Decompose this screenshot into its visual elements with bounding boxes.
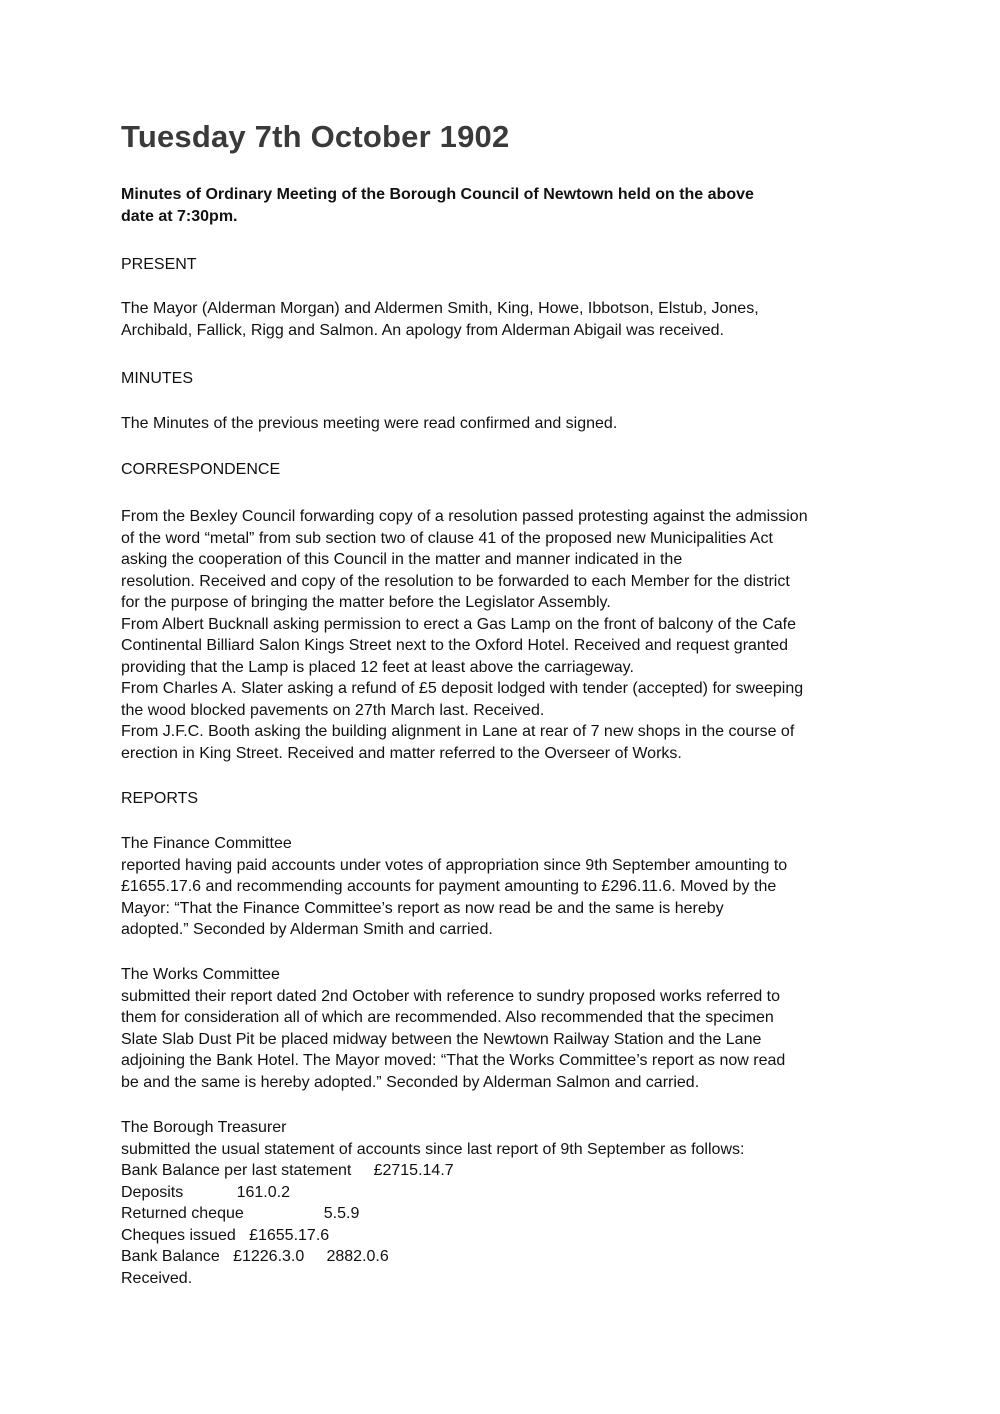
correspondence-paragraph bbox=[121, 506, 891, 764]
paragraph-line: providing that the Lamp is placed 12 feet at least above the carriageway. bbox=[121, 658, 634, 676]
paragraph-line: of the word “metal” from sub section two of clause 41 of the proposed new Municipalities Act bbox=[121, 529, 773, 547]
section-heading-minutes: MINUTES bbox=[121, 370, 193, 387]
subtitle-line: date at 7:30pm. bbox=[121, 207, 238, 225]
section-heading-correspondence: CORRESPONDENCE bbox=[121, 461, 281, 478]
paragraph-line: From J.F.C. Booth asking the building alignment in Lane at rear of 7 new shops in the course of bbox=[121, 723, 795, 740]
subtitle-line: Minutes of Ordinary Meeting of the Borough Council of Newtown held on the above bbox=[121, 186, 754, 203]
paragraph-line: erection in King Street. Received and matter referred to the Overseer of Works. bbox=[121, 744, 682, 762]
minutes-paragraph bbox=[121, 413, 891, 435]
borough-treasurer-report bbox=[121, 1117, 891, 1289]
paragraph-line: submitted their report dated 2nd October with reference to sundry proposed works referred to bbox=[121, 987, 781, 1005]
paragraph-line: adopted.” Seconded by Alderman Smith and carried. bbox=[121, 921, 493, 938]
section-heading-reports: REPORTS bbox=[121, 790, 199, 807]
report-name: The Finance Committee bbox=[121, 835, 292, 852]
paragraph-line: Slate Slab Dust Pit be placed midway between the Newtown Railway Station and the Lane bbox=[121, 1030, 762, 1048]
paragraph-line: Archibald, Fallick, Rigg and Salmon. An apology from Alderman Abigail was received. bbox=[121, 321, 724, 339]
statement-line: Bank Balance per last statement £2715.14.7 bbox=[121, 1162, 454, 1179]
report-intro: submitted the usual statement of accounts since last report of 9th September as follows: bbox=[121, 1140, 745, 1158]
works-committee-report bbox=[121, 964, 891, 1093]
statement-line: Bank Balance £1226.3.0 2882.0.6 bbox=[121, 1248, 389, 1265]
paragraph-line: reported having paid accounts under votes of appropriation since 9th September amounting to bbox=[121, 856, 788, 874]
page-title: Tuesday 7th October 1902 bbox=[121, 119, 510, 154]
report-name: The Works Committee bbox=[121, 966, 280, 983]
paragraph-line: Mayor: “That the Finance Committee’s report as now read be and the same is hereby bbox=[121, 899, 724, 917]
paragraph-line: The Minutes of the previous meeting were read confirmed and signed. bbox=[121, 415, 618, 432]
paragraph-line: resolution. Received and copy of the resolution to be forwarded to each Member for the district bbox=[121, 572, 790, 590]
statement-line: Cheques issued £1655.17.6 bbox=[121, 1226, 330, 1244]
section-heading-present: PRESENT bbox=[121, 256, 197, 273]
paragraph-line: Continental Billiard Salon Kings Street next to the Oxford Hotel. Received and request granted bbox=[121, 637, 789, 654]
paragraph-line: From the Bexley Council forwarding copy of a resolution passed protesting against the admission bbox=[121, 508, 808, 525]
paragraph-line: them for consideration all of which are recommended. Also recommended that the specimen bbox=[121, 1009, 774, 1026]
paragraph-line: be and the same is hereby adopted.” Seconded by Alderman Salmon and carried. bbox=[121, 1073, 700, 1091]
statement-line: Returned cheque 5.5.9 bbox=[121, 1205, 360, 1222]
meeting-subtitle bbox=[121, 184, 881, 227]
paragraph-line: the wood blocked pavements on 27th March last. Received. bbox=[121, 701, 545, 719]
paragraph-line: From Charles A. Slater asking a refund of £5 deposit lodged with tender (accepted) for sweeping bbox=[121, 680, 804, 697]
paragraph-line: asking the cooperation of this Council in the matter and manner indicated in the bbox=[121, 551, 683, 568]
paragraph-line: adjoining the Bank Hotel. The Mayor moved: “That the Works Committee’s report as now read bbox=[121, 1052, 786, 1069]
paragraph-line: for the purpose of bringing the matter before the Legislator Assembly. bbox=[121, 594, 611, 611]
paragraph-line: The Mayor (Alderman Morgan) and Aldermen Smith, King, Howe, Ibbotson, Elstub, Jones, bbox=[121, 300, 759, 317]
paragraph-line: From Albert Bucknall asking permission to erect a Gas Lamp on the front of balcony of the Cafe bbox=[121, 615, 797, 633]
statement-line: Deposits 161.0.2 bbox=[121, 1183, 290, 1201]
paragraph-line: £1655.17.6 and recommending accounts for payment amounting to £296.11.6. Moved by the bbox=[121, 878, 777, 895]
report-name: The Borough Treasurer bbox=[121, 1119, 287, 1136]
statement-line: Received. bbox=[121, 1269, 193, 1287]
present-paragraph bbox=[121, 298, 891, 341]
finance-committee-report bbox=[121, 833, 891, 941]
